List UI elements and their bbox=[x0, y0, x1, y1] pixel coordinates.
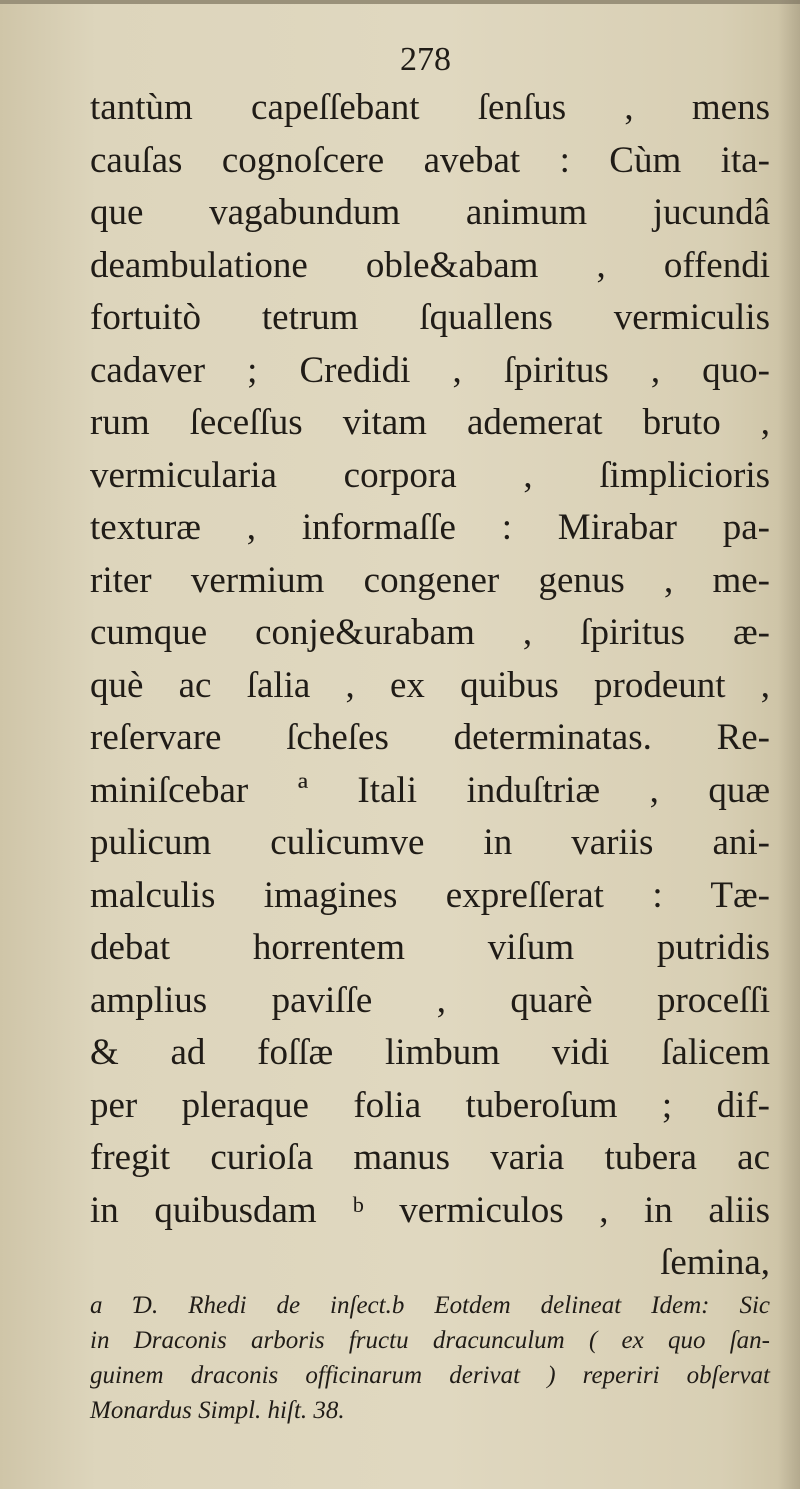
footnote-line: in Draconis arboris fructu dracunculum ( ex quo ſan- bbox=[90, 1327, 770, 1354]
body-text bbox=[90, 82, 770, 1290]
text-line: riter vermium congener genus , me- bbox=[90, 559, 770, 601]
text-line: amplius paviſſe , quarè proceſſi bbox=[90, 979, 770, 1021]
text-line: vermicularia corpora , ſimplicioris bbox=[90, 454, 770, 496]
text-line: què ac ſalia , ex quibus prodeunt , bbox=[90, 664, 770, 706]
text-line: texturæ , informaſſe : Mirabar pa- bbox=[90, 507, 770, 548]
text-line: miniſcebar ª Itali induſtriæ , quæ bbox=[90, 769, 770, 811]
footnote-line: a Ɗ. Rhedi de inſect.b Eotdem delineat Idem: Sic bbox=[90, 1292, 770, 1319]
text-line: cumque conje&urabam , ſpiritus æ- bbox=[90, 612, 770, 653]
text-line: deambulatione oble&abam , offendi bbox=[90, 244, 770, 286]
footnotes bbox=[90, 1288, 770, 1428]
text-line: per pleraque folia tuberoſum ; dif- bbox=[90, 1084, 770, 1126]
text-line: tantùm capeſſebant ſenſus , mens bbox=[90, 87, 770, 128]
text-line: fregit curioſa manus varia tubera ac bbox=[90, 1137, 770, 1178]
text-line: rum ſeceſſus vitam ademerat bruto , bbox=[90, 402, 770, 443]
text-line: que vagabundum animum jucundâ bbox=[90, 192, 770, 233]
text-line: debat horrentem viſum putridis bbox=[90, 927, 770, 968]
text-line: cadaver ; Credidi , ſpiritus , quo- bbox=[90, 349, 770, 391]
page-number: 278 bbox=[400, 41, 451, 78]
page-right-shadow bbox=[778, 0, 800, 1489]
text-line: malculis imagines expreſſerat : Tæ- bbox=[90, 874, 770, 916]
text-line: & ad foſſæ limbum vidi ſalicem bbox=[90, 1032, 770, 1073]
text-line: pulicum culicumve in variis ani- bbox=[90, 822, 770, 863]
footnote-line: Monardus Simpl. hiſt. 38. bbox=[90, 1397, 345, 1424]
text-line: cauſas cognoſcere avebat : Cùm ita- bbox=[90, 139, 770, 181]
text-line: in quibusdam ᵇ vermiculos , in aliis bbox=[90, 1189, 770, 1231]
text-line: fortuitò tetrum ſquallens vermiculis bbox=[90, 297, 770, 338]
catchword: ſemina, bbox=[660, 1242, 770, 1283]
page-top-edge bbox=[0, 0, 800, 4]
text-line: reſervare ſcheſes determinatas. Re- bbox=[90, 717, 770, 758]
footnote-line: guinem draconis officinarum derivat ) reperiri obſervat bbox=[90, 1362, 770, 1389]
